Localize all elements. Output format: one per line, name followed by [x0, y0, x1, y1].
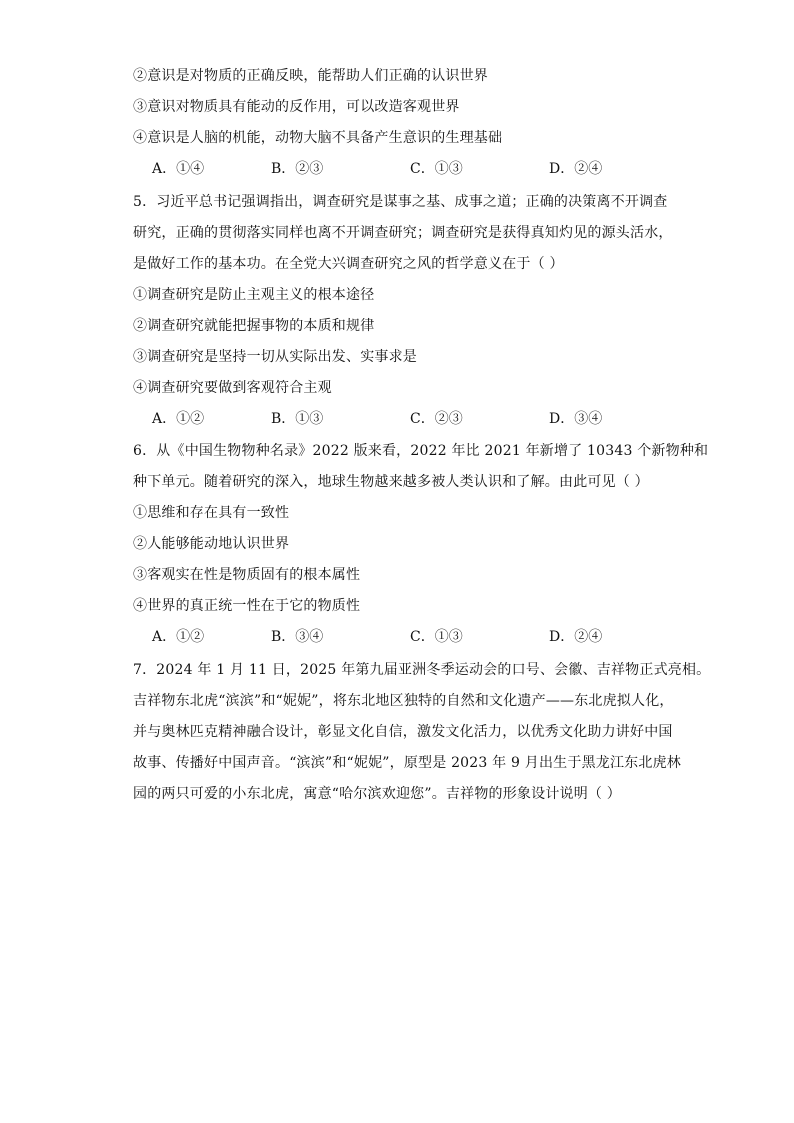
answer-choices: [152, 159, 612, 179]
q6-stem-line: 种下单元。随着研究的深入，地球生物越来越多被人类认识和了解。由此可见（ ）: [133, 474, 649, 490]
q5-answer-choices: [152, 409, 612, 429]
choice-a[interactable]: A．①④: [152, 161, 205, 177]
q5-option-2: ②调查研究就能把握事物的本质和规律: [133, 318, 375, 334]
option-4: ④意识是人脑的机能，动物大脑不具备产生意识的生理基础: [133, 130, 503, 146]
q6-option-4: ④世界的真正统一性在于它的物质性: [133, 598, 361, 614]
q5-choice-a[interactable]: A．①②: [152, 411, 205, 427]
q7-stem-line: 7．2024 年 1 月 11 日，2025 年第九届亚洲冬季运动会的口号、会徽、吉祥物正式亮相。: [133, 662, 711, 678]
choice-c[interactable]: C．①③: [410, 161, 463, 177]
choice-d[interactable]: D．②④: [549, 161, 603, 177]
q5-stem-line: 研究，正确的贯彻落实同样也离不开调查研究；调查研究是获得真知灼见的源头活水，: [133, 225, 673, 241]
q5-choice-c[interactable]: C．②③: [410, 411, 463, 427]
q6-choice-a[interactable]: A．①②: [152, 629, 205, 645]
q5-choice-b[interactable]: B．①③: [271, 411, 324, 427]
q5-choice-d[interactable]: D．③④: [549, 411, 603, 427]
q7-stem-line: 故事、传播好中国声音。“滨滨”和“妮妮”，原型是 2023 年 9 月出生于黑龙江东北虎林: [133, 755, 681, 771]
q5-option-4: ④调查研究要做到客观符合主观: [133, 380, 332, 396]
q6-option-3: ③客观实在性是物质固有的根本属性: [133, 567, 361, 583]
q5-stem-line: 是做好工作的基本功。在全党大兴调查研究之风的哲学意义在于（ ）: [133, 256, 564, 272]
q7-stem-line: 园的两只可爱的小东北虎，寓意“哈尔滨欢迎您”。吉祥物的形象设计说明（ ）: [133, 786, 621, 802]
q5-option-1: ①调查研究是防止主观主义的根本途径: [133, 287, 375, 303]
q6-choice-c[interactable]: C．①③: [410, 629, 463, 645]
q5-option-3: ③调查研究是坚持一切从实际出发、实事求是: [133, 349, 417, 365]
option-2: ②意识是对物质的正确反映，能帮助人们正确的认识世界: [133, 68, 488, 84]
option-3: ③意识对物质具有能动的反作用，可以改造客观世界: [133, 99, 460, 115]
q7-stem-line: 并与奥林匹克精神融合设计，彰显文化自信，激发文化活力，以优秀文化助力讲好中国: [133, 724, 673, 740]
choice-b[interactable]: B．②③: [271, 161, 324, 177]
q6-choice-b[interactable]: B．③④: [271, 629, 324, 645]
q6-stem-line: 6．从《中国生物物种名录》2022 版来看，2022 年比 2021 年新增了 10343 个新物种和: [133, 443, 709, 459]
q5-stem-line: 5．习近平总书记强调指出，调查研究是谋事之基、成事之道；正确的决策离不开调查: [133, 194, 668, 210]
q6-answer-choices: [152, 627, 612, 647]
q6-option-1: ①思维和存在具有一致性: [133, 505, 290, 521]
q6-choice-d[interactable]: D．②④: [549, 629, 603, 645]
q7-stem-line: 吉祥物东北虎“滨滨”和“妮妮”，将东北地区独特的自然和文化遗产——东北虎拟人化，: [133, 693, 674, 709]
q6-option-2: ②人能够能动地认识世界: [133, 536, 290, 552]
